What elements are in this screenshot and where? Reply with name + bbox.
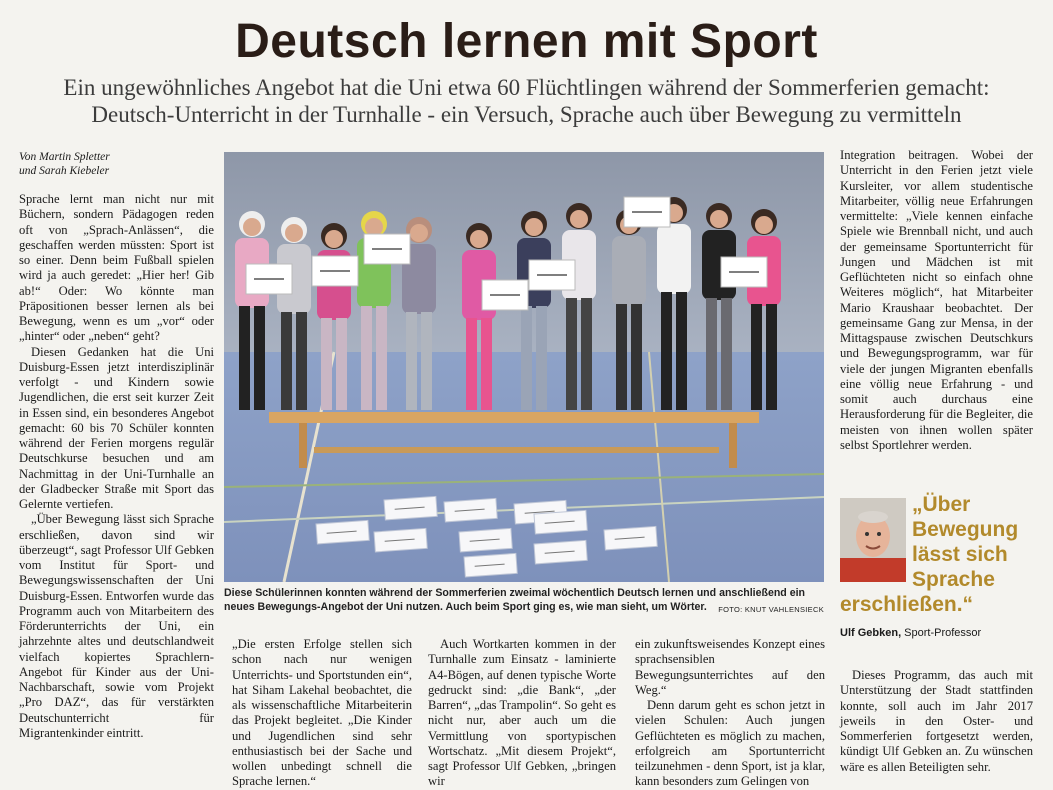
quote-attribution <box>840 627 1033 639</box>
word-sign <box>364 234 410 264</box>
floor-card <box>534 510 587 534</box>
column-2 <box>232 637 412 790</box>
byline-author-1: Von Martin Spletter <box>19 151 110 163</box>
word-sign <box>529 260 575 290</box>
subhead-line-1: Ein ungewöhnliches Angebot hat die Uni etwa 60 Flüchtlingen während der Sommerferien gemacht: <box>63 75 990 100</box>
paragraph: Sprache lernt man nicht nur mit Büchern, sondern Pädagogen reden oft von „Sprach-Anlässen“, die geschaffen werden müssten: Sport ist so einer. Denn beim Fußball spielen wird ja auch geredet: „Hier her! Gib ab!“ Oder: Wo könnte man Präpositionen besser lernen als bei Bewegung, wenn es um „vor“ oder „hinter“ oder „neben“ geht? <box>19 192 214 344</box>
paragraph: Auch Wortkarten kommen in der Turnhalle zum Einsatz - laminierte A4-Bögen, auf denen typische Worte gedruckt sind: „die Bank“, „der Barren“, „das Trampolin“. So geht es nicht nur, aber auch um die Vermittlung von sportypischen Wortschatz. „Mit diesem Projekt“, sagt Professor Ulf Gebken, „bringen wir <box>428 637 616 789</box>
paragraph: Diesen Gedanken hat die Uni Duisburg-Essen jetzt interdisziplinär verfolgt - und Kindern sowie Jugendlichen, die erst seit kurzer Zeit in Essen sind, ein besonderes Angebot gemacht: 60 bis 70 Schüler konnten während der Ferien morgens regulär Deutschkurse besuchen und am Nachmittag in der Uni-Turnhalle an der Gladbecker Straße mit Sport das Gelernte vertiefen. <box>19 344 214 511</box>
paragraph: „Die ersten Erfolge stellen sich schon nach nur wenigen Unterrichts- und Sportstunden ein“, hat Siham Lakehal beobachtet, die als wissenschaftliche Mitarbeiterin das Projekt begleitet. „Die Kinder und Jugendlichen sind sehr enthusiastisch bei der Sache und wollen unbedingt schnell die Sprache lernen.“ <box>232 637 412 789</box>
word-sign <box>312 256 358 286</box>
quote-role: Sport-Professor <box>901 627 982 639</box>
quote-name: Ulf Gebken, <box>840 627 902 639</box>
word-sign <box>624 197 670 227</box>
floor-card <box>604 526 657 550</box>
word-sign <box>482 280 528 310</box>
byline-author-2: und Sarah Kiebeler <box>19 165 110 177</box>
photo-gym-scene <box>224 152 824 582</box>
floor-card <box>374 528 427 552</box>
floor-card <box>384 496 437 520</box>
paragraph: Denn darum geht es schon jetzt in vielen Schulen: Auch jungen Geflüchteten es möglich zu machen, erfolgreich am Sportunterricht teilzunehmen - denn Sport, ist ja klar, kann besonders zum Gelingen von <box>635 698 825 789</box>
headline: Deutsch lernen mit Sport <box>235 15 818 68</box>
pull-quote <box>840 492 1033 617</box>
word-sign <box>246 264 292 294</box>
subhead-line-2: Deutsch-Unterricht in der Turnhalle - ein Versuch, Sprache auch über Bewegung zu vermitteln <box>91 102 962 127</box>
paragraph: „Über Bewegung lässt sich Sprache erschließen, davon sind wir überzeugt“, sagt Professor Ulf Gebken vom Institut für Sport- und Bewegungswissenschaften der Uni Duisburg-Essen. Entworfen wurde das Programm auch von Mitarbeitern des Förderunterrichts der Uni, ein jahrzehnte altes und deutschlandweit vielfach kopiertes Sprachlern-Angebot für Kinder aus der Uni-Nachbarschaft, sowie vom Projekt „Pro DAZ“, das für verstärkten Deutschunterricht für Migrantenkinder eintritt. <box>19 512 214 740</box>
photo-credit: FOTO: KNUT VAHLENSIECK <box>718 605 824 614</box>
floor-card <box>464 553 517 577</box>
floor-card <box>316 520 369 544</box>
word-sign <box>721 257 767 287</box>
pull-quote-line-1: „Über Bewegung lässt sich Sprache <box>912 493 1019 591</box>
column-3 <box>428 637 616 790</box>
floor-card <box>459 528 512 552</box>
column-6 <box>840 668 1033 775</box>
subheadline <box>20 74 1033 128</box>
column-4 <box>635 637 825 790</box>
floor-card <box>534 540 587 564</box>
column-5 <box>840 148 1033 453</box>
floor-card <box>444 498 497 522</box>
paragraph: Dieses Programm, das auch mit Unterstützung der Stadt stattfinden konnte, soll auch im Jahr 2017 jeweils in den Oster- und Sommerferien fortgesetzt werden, kündigt Ulf Gebken an. Zu wünschen wäre es allen Beteiligten sehr. <box>840 668 1033 774</box>
article-photo <box>224 152 824 582</box>
pull-quote-line-2: erschließen.“ <box>840 593 974 616</box>
byline <box>19 150 214 178</box>
paragraph: ein zukunftsweisendes Konzept eines sprachsensiblen Bewegungsunterrichtes auf den Weg.“ <box>635 637 825 697</box>
gym-bench <box>269 412 759 423</box>
column-1 <box>19 150 214 741</box>
caption-text: Diese Schülerinnen konnten während der Sommerferien zweimal wöchentlich Deutsch lernen und anschließend ein neues Bewegungs-Angebot der Uni nutzen. Auch beim Sport ging es, wie man sieht, um Wörter. <box>224 587 806 613</box>
paragraph: Integration beitragen. Wobei der Unterricht in den Ferien jetzt viele Kursleiter, vor allem studentische Mitarbeiter, völlig neue Erfahrungen vermittelte: „Viele kennen einfache Spiele wie Brennball nicht, und auch der gemeinsame Sportunterricht für Jungen und Mädchen ist mit Geflüchteten nicht so einfach ohne Weiteres möglich“, hat Mitarbeiter Mario Kraushaar beobachtet. Der gemeinsame Gang zur Mensa, in der Mittagspause zwischen Deutschkurs und Bewegungsprogramm, war für viele der jungen Migranten ebenfalls eine völlig neue Erfahrung - und somit auch durchaus eine Herausforderung für die Begleiter, die meisten von ihnen wollen später selbst Sportlehrer werden. <box>840 148 1033 452</box>
photo-caption <box>224 586 824 617</box>
